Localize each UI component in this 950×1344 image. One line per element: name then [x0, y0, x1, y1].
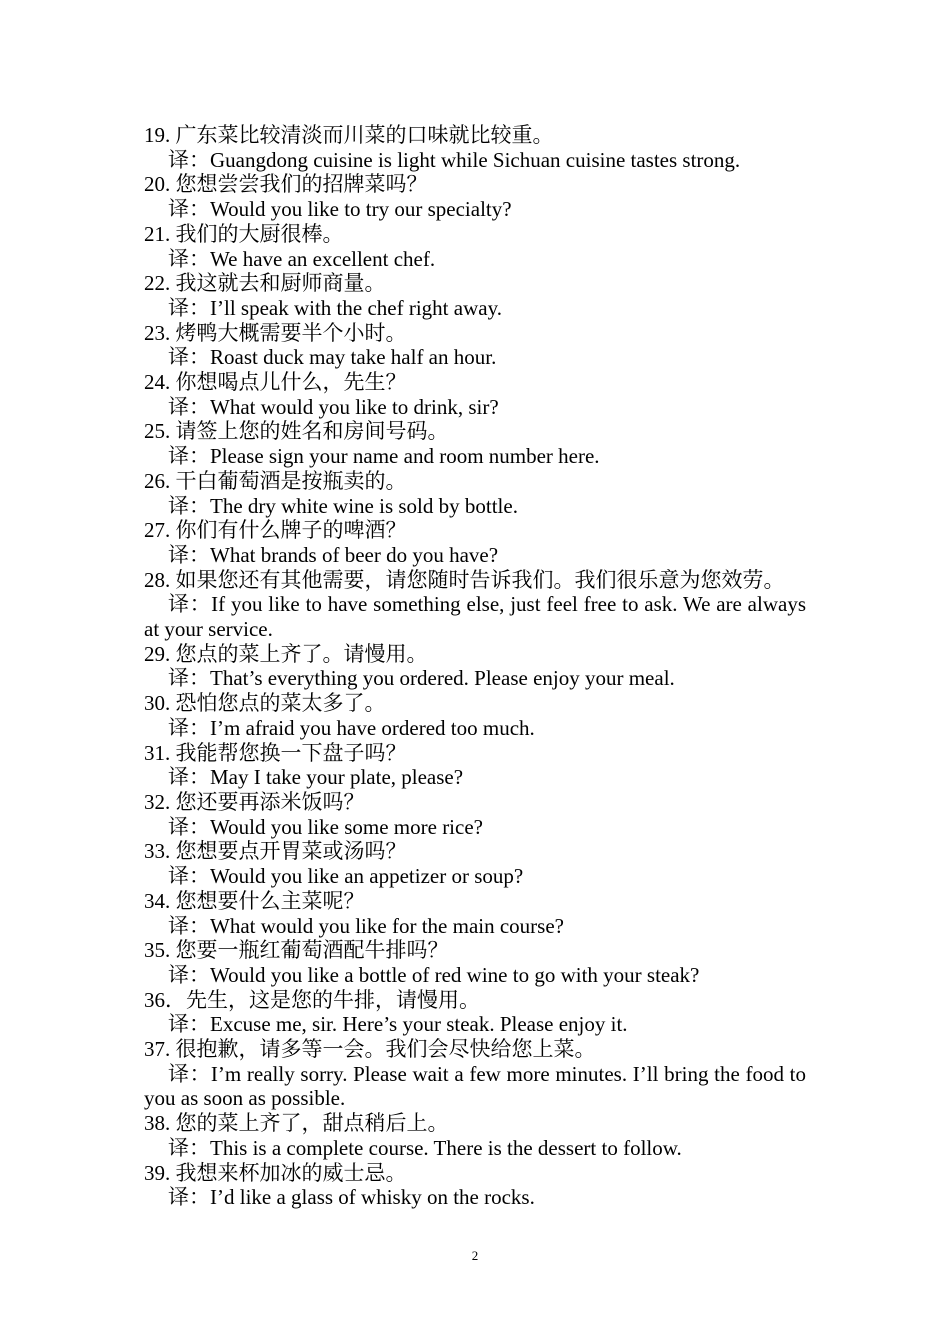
chinese-sentence: 22. 我这就去和厨师商量。	[144, 271, 386, 296]
chinese-sentence: 31. 我能帮您换一下盘子吗？	[144, 740, 407, 765]
phrase-entry	[144, 1037, 806, 1111]
phrase-entry	[144, 988, 806, 1037]
translation-prefix: 译：	[168, 493, 210, 518]
english-translation	[144, 395, 806, 420]
phrase-entry	[144, 1161, 806, 1210]
chinese-sentence: 38. 您的菜上齐了，甜点稍后上。	[144, 1111, 449, 1136]
phrase-entry	[144, 741, 806, 790]
phrase-entry	[144, 370, 806, 419]
translation-text: Would you like an appetizer or soup?	[210, 864, 524, 889]
translation-prefix: 译：	[168, 962, 210, 987]
translation-text: We have an excellent chef.	[210, 246, 436, 271]
translation-prefix: 译：	[168, 246, 210, 271]
phrase-entry	[144, 321, 806, 370]
phrase-entry	[144, 642, 806, 691]
translation-prefix: 译：	[168, 864, 210, 889]
english-translation	[144, 815, 806, 840]
translation-text: Please sign your name and room number here.	[210, 444, 600, 469]
page-number: 2	[471, 1248, 479, 1263]
chinese-sentence: 27. 你们有什么牌子的啤酒？	[144, 518, 407, 543]
translation-prefix: 译：	[168, 444, 210, 469]
translation-text: That’s everything you ordered. Please enjoy your meal.	[210, 666, 675, 691]
chinese-sentence: 26. 干白葡萄酒是按瓶卖的。	[144, 468, 407, 493]
translation-prefix: 译：	[168, 1061, 211, 1086]
translation-text: Guangdong cuisine is light while Sichuan cuisine tastes strong.	[210, 147, 741, 172]
chinese-sentence: 20. 您想尝尝我们的招牌菜吗？	[144, 172, 428, 197]
translation-text: I’m afraid you have ordered too much.	[210, 715, 535, 740]
english-translation	[144, 1012, 806, 1037]
english-translation	[144, 716, 806, 741]
phrase-entry	[144, 271, 806, 320]
translation-text: Would you like a bottle of red wine to go with your steak?	[210, 962, 700, 987]
phrase-entry	[144, 790, 806, 839]
chinese-sentence: 32. 您还要再添米饭吗？	[144, 789, 365, 814]
phrase-entry	[144, 691, 806, 740]
english-translation	[144, 296, 806, 321]
chinese-sentence: 35. 您要一瓶红葡萄酒配牛排吗？	[144, 938, 449, 963]
translation-text: May I take your plate, please?	[210, 765, 464, 790]
translation-text: This is a complete course. There is the dessert to follow.	[210, 1135, 682, 1160]
chinese-sentence: 21. 我们的大厨很棒。	[144, 221, 344, 246]
english-translation	[144, 914, 806, 939]
translation-prefix: 译：	[168, 715, 210, 740]
chinese-sentence: 23. 烤鸭大概需要半个小时。	[144, 320, 407, 345]
translation-prefix: 译：	[168, 295, 210, 320]
english-translation	[144, 444, 806, 469]
chinese-sentence: 24. 你想喝点儿什么，先生？	[144, 370, 407, 395]
phrase-entry	[144, 1111, 806, 1160]
chinese-sentence: 37. 很抱歉，请多等一会。我们会尽快给您上菜。	[144, 1037, 596, 1062]
chinese-sentence: 29. 您点的菜上齐了。请慢用。	[144, 641, 428, 666]
english-translation	[144, 345, 806, 370]
translation-text: What would you like for the main course?	[210, 913, 564, 938]
translation-text: Excuse me, sir. Here’s your steak. Please enjoy it.	[210, 1012, 628, 1037]
chinese-sentence: 33. 您想要点开胃菜或汤吗？	[144, 839, 407, 864]
phrase-entry	[144, 419, 806, 468]
phrase-entry	[144, 568, 806, 642]
translation-text: What would you like to drink, sir?	[210, 394, 499, 419]
translation-prefix: 译：	[168, 666, 210, 691]
chinese-sentence: 34. 您想要什么主菜呢？	[144, 888, 365, 913]
english-translation	[144, 592, 806, 641]
translation-prefix: 译：	[168, 542, 210, 567]
english-translation	[144, 543, 806, 568]
english-translation	[144, 765, 806, 790]
translation-prefix: 译：	[168, 147, 210, 172]
translation-text: If you like to have something else, just feel free to ask. We are always at your service.	[144, 592, 806, 642]
english-translation	[144, 1136, 806, 1161]
translation-text: The dry white wine is sold by bottle.	[210, 493, 518, 518]
english-translation	[144, 1185, 806, 1210]
chinese-sentence: 30. 恐怕您点的菜太多了。	[144, 691, 386, 716]
translation-text: I’m really sorry. Please wait a few more minutes. I’ll bring the food to you as soon as possible.	[144, 1061, 807, 1111]
chinese-sentence: 36．先生，这是您的牛排，请慢用。	[144, 987, 480, 1012]
phrase-entry	[144, 889, 806, 938]
phrase-entry	[144, 938, 806, 987]
chinese-sentence: 39. 我想来杯加冰的威士忌。	[144, 1160, 407, 1185]
phrase-list	[144, 123, 806, 1210]
translation-prefix: 译：	[168, 1185, 210, 1210]
english-translation	[144, 666, 806, 691]
translation-prefix: 译：	[168, 345, 210, 370]
translation-prefix: 译：	[168, 197, 210, 222]
translation-prefix: 译：	[168, 814, 210, 839]
english-translation	[144, 494, 806, 519]
phrase-entry	[144, 222, 806, 271]
translation-prefix: 译：	[168, 913, 210, 938]
chinese-sentence: 28. 如果您还有其他需要，请您随时告诉我们。我们很乐意为您效劳。	[144, 567, 785, 592]
english-translation	[144, 247, 806, 272]
translation-prefix: 译：	[168, 1135, 210, 1160]
phrase-entry	[144, 839, 806, 888]
phrase-entry	[144, 172, 806, 221]
english-translation	[144, 148, 806, 173]
translation-text: Would you like some more rice?	[210, 814, 483, 839]
english-translation	[144, 197, 806, 222]
phrase-entry	[144, 469, 806, 518]
chinese-sentence: 25. 请签上您的姓名和房间号码。	[144, 419, 449, 444]
translation-prefix: 译：	[168, 394, 210, 419]
phrase-entry	[144, 123, 806, 172]
translation-prefix: 译：	[168, 765, 210, 790]
english-translation	[144, 963, 806, 988]
english-translation	[144, 864, 806, 889]
translation-text: Would you like to try our specialty?	[210, 197, 512, 222]
translation-text: What brands of beer do you have?	[210, 542, 499, 567]
translation-prefix: 译：	[168, 1012, 210, 1037]
translation-text: Roast duck may take half an hour.	[210, 345, 497, 370]
phrase-entry	[144, 518, 806, 567]
translation-prefix: 译：	[168, 592, 212, 617]
translation-text: I’d like a glass of whisky on the rocks.	[210, 1185, 535, 1210]
english-translation	[144, 1062, 806, 1111]
chinese-sentence: 19. 广东菜比较清淡而川菜的口味就比较重。	[144, 123, 554, 147]
translation-text: I’ll speak with the chef right away.	[210, 295, 502, 320]
